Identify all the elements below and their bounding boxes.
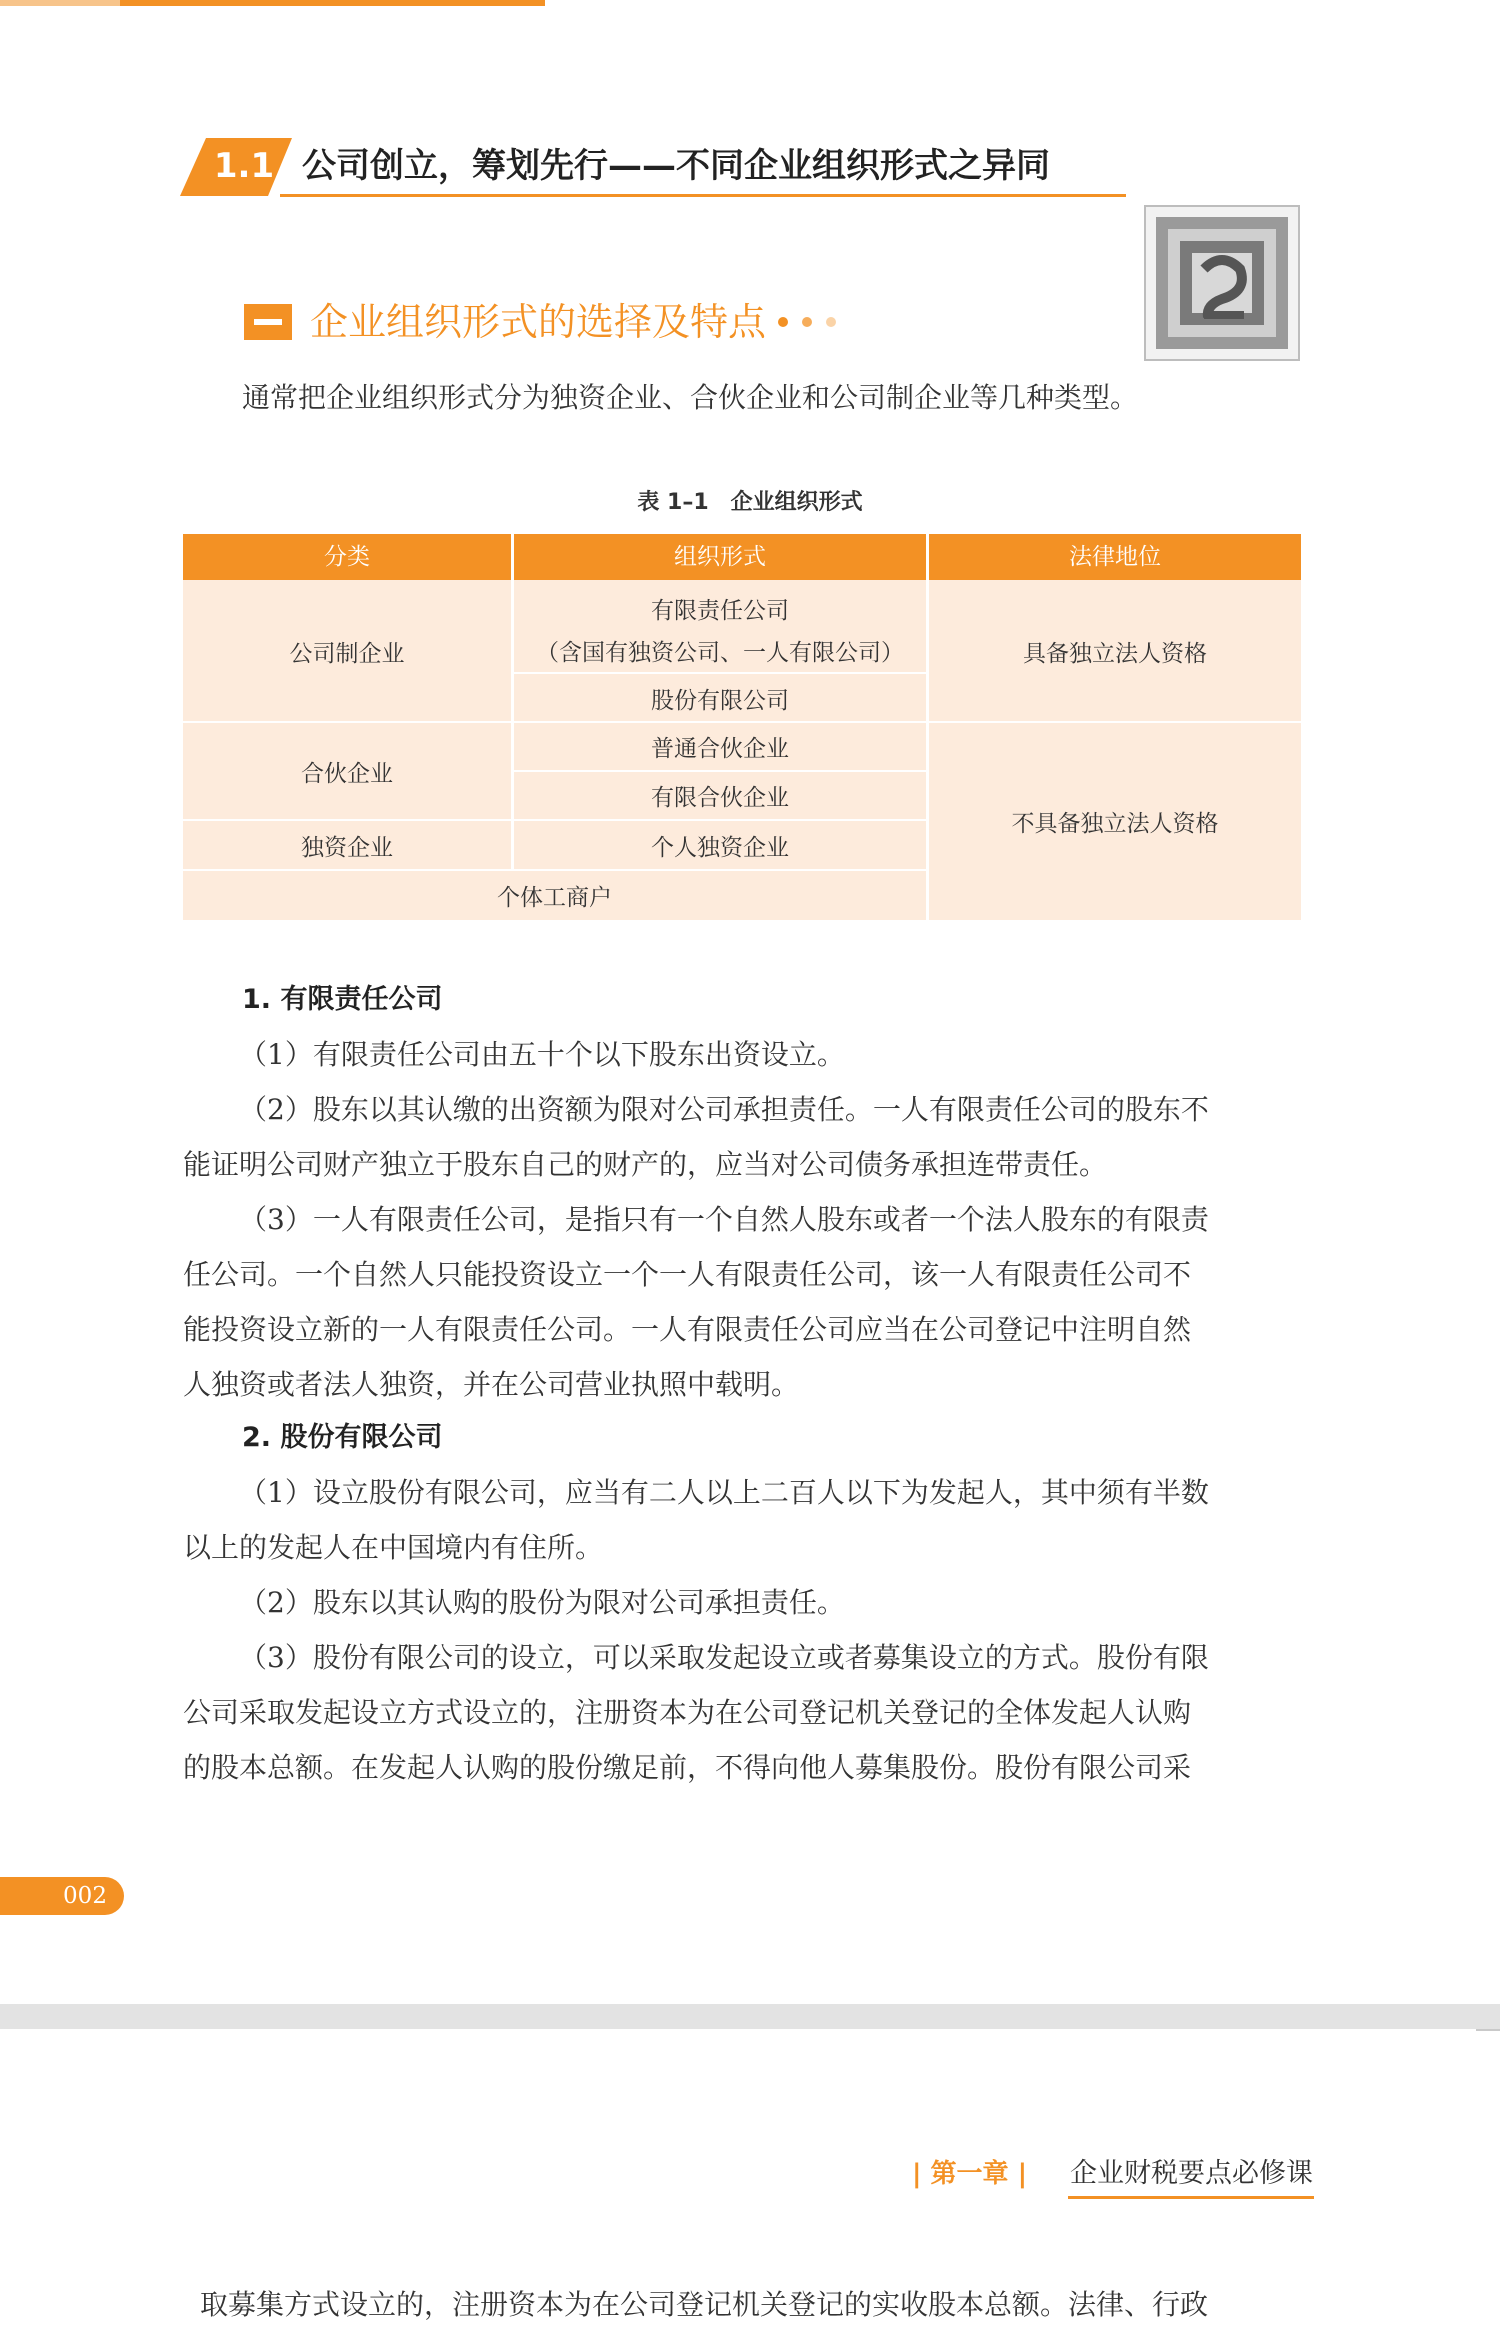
table-header-category: 分类 [183, 534, 511, 580]
book-title-underline [1068, 2196, 1314, 2199]
table-divider [183, 721, 1301, 723]
table-divider [926, 534, 929, 920]
table-cell: 股份有限公司 [651, 687, 789, 714]
qr-code[interactable] [1144, 205, 1300, 361]
paragraph-line: （2）股东以其认缴的出资额为限对公司承担责任。一人有限责任公司的股东不 [239, 1093, 1209, 1126]
table-caption: 表 1–1 企业组织形式 [637, 490, 863, 515]
header-strip [0, 0, 545, 6]
paragraph-line: 以上的发起人在中国境内有住所。 [183, 1531, 604, 1564]
page-number: 002 [63, 1883, 107, 1909]
organization-forms-table [183, 534, 1301, 920]
paragraph-line: 人独资或者法人独资，并在公司营业执照中载明。 [183, 1368, 800, 1401]
paragraph-line: （2）股东以其认购的股份为限对公司承担责任。 [239, 1586, 845, 1619]
heading-joint-stock: 2. 股份有限公司 [242, 1422, 443, 1453]
table-divider [514, 770, 926, 772]
table-cell: 有限合伙企业 [651, 785, 789, 811]
section-title: 公司创立，筹划先行——不同企业组织形式之异同 [302, 146, 1050, 186]
subsection-dots [774, 313, 854, 329]
intro-paragraph: 通常把企业组织形式分为独资企业、合伙企业和公司制企业等几种类型。 [242, 381, 1139, 414]
section-number: 1.1 [213, 146, 275, 186]
table-cell: 个人独资企业 [651, 834, 789, 861]
chapter-label: | 第一章 | [912, 2159, 1028, 2189]
table-cell: 公司制企业 [289, 640, 405, 667]
paragraph-line: 公司采取发起设立方式设立的，注册资本为在公司登记机关登记的全体发起人认购 [183, 1696, 1192, 1729]
paragraph-line: 能证明公司财产独立于股东自己的财产的，应当对公司债务承担连带责任。 [183, 1148, 1108, 1181]
paragraph-line: （1）设立股份有限公司，应当有二人以上二百人以下为发起人，其中须有半数 [239, 1476, 1209, 1509]
qr-code-icon [1146, 207, 1298, 359]
table-cell: 个体工商户 [497, 884, 612, 911]
subsection-number-mark [254, 319, 282, 325]
paragraph-line: （3）股份有限公司的设立，可以采取发起设立或者募集设立的方式。股份有限 [239, 1641, 1209, 1674]
table-divider [183, 869, 926, 871]
table-divider [514, 672, 926, 674]
table-divider [183, 819, 926, 821]
table-cell: 有限责任公司 [651, 597, 789, 624]
table-cell: 普通合伙企业 [651, 736, 789, 762]
page-separator-edge [1476, 2029, 1500, 2031]
heading-llc: 1. 有限责任公司 [242, 984, 443, 1015]
table-header-legal-status: 法律地位 [929, 534, 1301, 580]
paragraph-line: 能投资设立新的一人有限责任公司。一人有限责任公司应当在公司登记中注明自然 [183, 1313, 1192, 1346]
paragraph-line: 取募集方式设立的，注册资本为在公司登记机关登记的实收股本总额。法律、行政 [200, 2288, 1209, 2321]
table-cell: 具备独立法人资格 [1023, 640, 1207, 667]
table-header-form: 组织形式 [514, 534, 926, 580]
paragraph-line: （1）有限责任公司由五十个以下股东出资设立。 [239, 1038, 845, 1071]
table-cell: （含国有独资公司、一人有限公司） [536, 639, 904, 666]
book-title: 企业财税要点必修课 [1070, 2158, 1313, 2189]
table-cell: 合伙企业 [301, 760, 393, 787]
paragraph-line: 的股本总额。在发起人认购的股份缴足前，不得向他人募集股份。股份有限公司采 [183, 1751, 1192, 1784]
paragraph-line: 任公司。一个自然人只能投资设立一个一人有限责任公司，该一人有限责任公司不 [183, 1258, 1192, 1291]
paragraph-line: （3）一人有限责任公司，是指只有一个自然人股东或者一个法人股东的有限责 [239, 1203, 1209, 1236]
page-separator [0, 2004, 1500, 2029]
subsection-title: 企业组织形式的选择及特点 [310, 300, 767, 344]
section-underline [280, 194, 1126, 197]
table-cell: 独资企业 [301, 834, 393, 861]
table-cell: 不具备独立法人资格 [1011, 810, 1219, 837]
